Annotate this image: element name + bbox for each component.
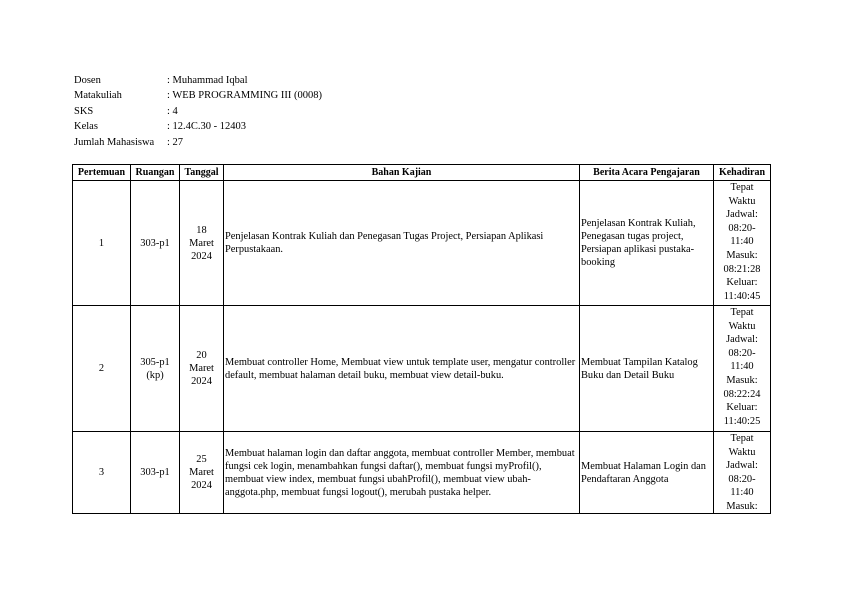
cell-kehadiran: [714, 432, 771, 514]
cell-pertemuan: 3: [73, 432, 131, 514]
attendance-line: 08:20-: [728, 473, 756, 485]
info-value: : 12.4C.30 - 12403: [167, 121, 247, 133]
attendance-line: Masuk:: [726, 374, 758, 386]
column-header-tanggal: Tanggal: [180, 165, 224, 181]
attendance-line: 08:20-: [728, 347, 756, 359]
course-info: [74, 73, 322, 150]
column-header-ruangan: Ruangan: [131, 165, 180, 181]
attendance-line: 11:40: [730, 487, 754, 499]
date-year: 2024: [191, 480, 212, 491]
column-header-pertemuan: Pertemuan: [73, 165, 131, 181]
info-label: Kelas: [74, 121, 98, 133]
attendance-line: Tepat: [730, 433, 754, 444]
attendance-line: 11:40: [730, 361, 754, 373]
attendance-line: Jadwal:: [726, 334, 758, 346]
info-dosen: [74, 73, 322, 88]
attendance-line: Keluar:: [726, 402, 758, 414]
table-row: [73, 306, 771, 432]
cell-tanggal: [180, 181, 224, 306]
info-kelas: [74, 119, 322, 134]
date-year: 2024: [191, 376, 212, 387]
attendance-line: Tepat: [730, 307, 754, 318]
attendance-line: Jadwal:: [726, 209, 758, 221]
cell-pertemuan: 1: [73, 181, 131, 306]
table-row: [73, 432, 771, 514]
lecture-log-table: [72, 164, 771, 514]
column-header-kehadiran: Kehadiran: [714, 165, 771, 181]
attendance-line: 08:22:24: [723, 388, 761, 400]
table-row: [73, 181, 771, 306]
attendance-line: Jadwal:: [726, 460, 758, 472]
date-day: 18: [196, 224, 207, 236]
cell-kehadiran: [714, 181, 771, 306]
attendance-line: 11:40:45: [723, 290, 761, 302]
attendance-line: Waktu: [728, 320, 756, 332]
cell-bahan-kajian: Membuat controller Home, Membuat view untuk template user, mengatur controller default, membuat halaman detail buku, membuat view detail-buku.: [224, 306, 580, 432]
info-value: : 27: [167, 136, 184, 148]
attendance-line: Masuk:: [726, 249, 758, 261]
attendance-line: Waktu: [728, 446, 756, 458]
info-sks: [74, 104, 322, 119]
attendance-line: Waktu: [728, 195, 756, 207]
cell-tanggal: [180, 306, 224, 432]
column-header-berita-acara: Berita Acara Pengajaran: [580, 165, 714, 181]
date-day: 25: [196, 454, 207, 465]
attendance-line: 11:40:25: [723, 415, 761, 427]
info-value: : Muhammad Iqbal: [167, 75, 248, 86]
cell-bahan-kajian: Membuat halaman login dan daftar anggota, membuat controller Member, membuat fungsi cek login, menambahkan fungsi daftar(), membuat fungsi myProfil(), membuat view index, membuat fungsi ubahProfil(), membuat view ubah-anggota.php, membuat fungsi logout(), merubah pustaka helper.: [224, 432, 580, 514]
attendance-line: 08:20-: [728, 222, 756, 234]
cell-berita-acara: Penjelasan Kontrak Kuliah, Penegasan tugas project, Persiapan aplikasi pustaka-booking: [580, 181, 714, 306]
cell-bahan-kajian: Penjelasan Kontrak Kuliah dan Penegasan Tugas Project, Persiapan Aplikasi Perpustakaan.: [224, 181, 580, 306]
info-label: Matakuliah: [74, 90, 122, 102]
info-matakuliah: [74, 88, 322, 103]
info-label: Jumlah Mahasiswa: [74, 136, 155, 148]
cell-pertemuan: 2: [73, 306, 131, 432]
attendance-line: 11:40: [730, 236, 754, 248]
table-header-row: [73, 165, 771, 181]
info-label: SKS: [74, 105, 94, 117]
date-day: 20: [196, 350, 207, 361]
attendance-line: 08:21:28: [723, 263, 761, 275]
cell-ruangan: 305-p1 (kp): [131, 306, 180, 432]
date-month: Maret: [189, 237, 214, 249]
attendance-line: Keluar:: [726, 277, 758, 289]
cell-ruangan: 303-p1: [131, 181, 180, 306]
column-header-bahan-kajian: Bahan Kajian: [224, 165, 580, 181]
info-jumlah-mahasiswa: [74, 135, 322, 150]
date-month: Maret: [189, 467, 214, 478]
cell-berita-acara: Membuat Halaman Login dan Pendaftaran Anggota: [580, 432, 714, 514]
cell-tanggal: [180, 432, 224, 514]
cell-ruangan: 303-p1: [131, 432, 180, 514]
info-value: : 4: [167, 105, 178, 117]
info-label: Dosen: [74, 75, 101, 86]
attendance-clip: [715, 432, 769, 512]
date-year: 2024: [191, 250, 212, 262]
cell-berita-acara: Membuat Tampilan Katalog Buku dan Detail Buku: [580, 306, 714, 432]
info-value: : WEB PROGRAMMING III (0008): [167, 90, 322, 102]
date-month: Maret: [189, 363, 214, 374]
cell-kehadiran: [714, 306, 771, 432]
attendance-line: Tepat: [730, 182, 754, 193]
attendance-line: Masuk:: [726, 500, 758, 512]
